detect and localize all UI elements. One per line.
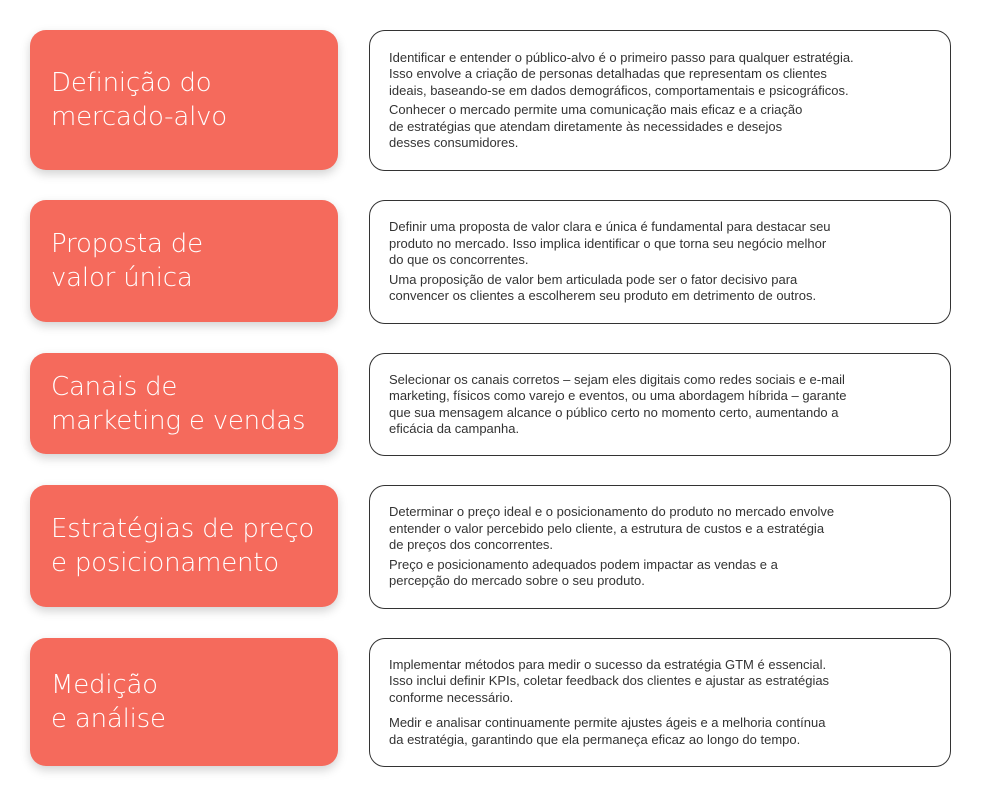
value-proposition-title: Proposta de valor única — [51, 229, 203, 293]
pricing-paragraph-1: Determinar o preço ideal e o posicionamento do produto no mercado envolve entender o valor percebido pelo cliente, a estrutura de custos e a estratégia de preços dos concorrentes. — [389, 504, 835, 553]
channels-title-box — [30, 353, 338, 454]
measurement-paragraph-1: Implementar métodos para medir o sucesso da estratégia GTM é essencial. Isso inclui definir KPIs, coletar feedback dos clientes e ajustar as estratégias conforme necessário. — [389, 656, 830, 705]
target-market-paragraph-2: Conhecer o mercado permite uma comunicação mais eficaz e a criação de estratégias que atendam diretamente às necessidades e desejos desses consumidores. — [389, 102, 803, 150]
target-market-paragraph-1: Identificar e entender o público-alvo é o primeiro passo para qualquer estratégia. Isso envolve a criação de personas detalhadas que representam os clientes ideais, baseando-se em dados demográficos, comportamentais e psicográficos. — [389, 49, 854, 98]
pricing-paragraph-2: Preço e posicionamento adequados podem impactar as vendas e a percepção do mercado sobre o seu produto. — [389, 556, 778, 589]
target-market-title: Definição do mercado-alvo — [51, 68, 227, 132]
measurement-title: Medição e análise — [51, 670, 166, 734]
pricing-title: Estratégias de preço e posicionamento — [51, 514, 315, 578]
measurement-title-box — [30, 638, 338, 766]
value-proposition-paragraph-1: Definir uma proposta de valor clara e única é fundamental para destacar seu produto no mercado. Isso implica identificar o que torna seu negócio melhor do que os concorrentes. — [389, 219, 831, 268]
channels-title: Canais de marketing e vendas — [51, 371, 306, 436]
measurement-paragraph-2: Medir e analisar continuamente permite ajustes ágeis e a melhoria contínua da estratégia, garantindo que ela permaneça eficaz ao longo do tempo. — [389, 715, 826, 747]
value-proposition-title-box — [30, 200, 338, 322]
value-proposition-paragraph-2: Uma proposição de valor bem articulada pode ser o fator decisivo para convencer os clientes a escolherem seu produto em detrimento de outros. — [389, 271, 817, 304]
channels-description-box — [369, 353, 951, 456]
value-proposition-description-box — [369, 200, 951, 324]
measurement-description-box — [369, 638, 951, 767]
target-market-title-box — [30, 30, 338, 170]
channels-paragraph-1: Selecionar os canais corretos – sejam eles digitais como redes sociais e e-mail marketing, físicos como varejo e eventos, ou uma abordagem híbrida – garante que sua mensagem alcance o público certo no momento certo, aumentando a eficácia da campanha. — [389, 371, 847, 436]
pricing-description-box — [369, 485, 951, 609]
target-market-description-box — [369, 30, 951, 171]
pricing-title-box — [30, 485, 338, 607]
